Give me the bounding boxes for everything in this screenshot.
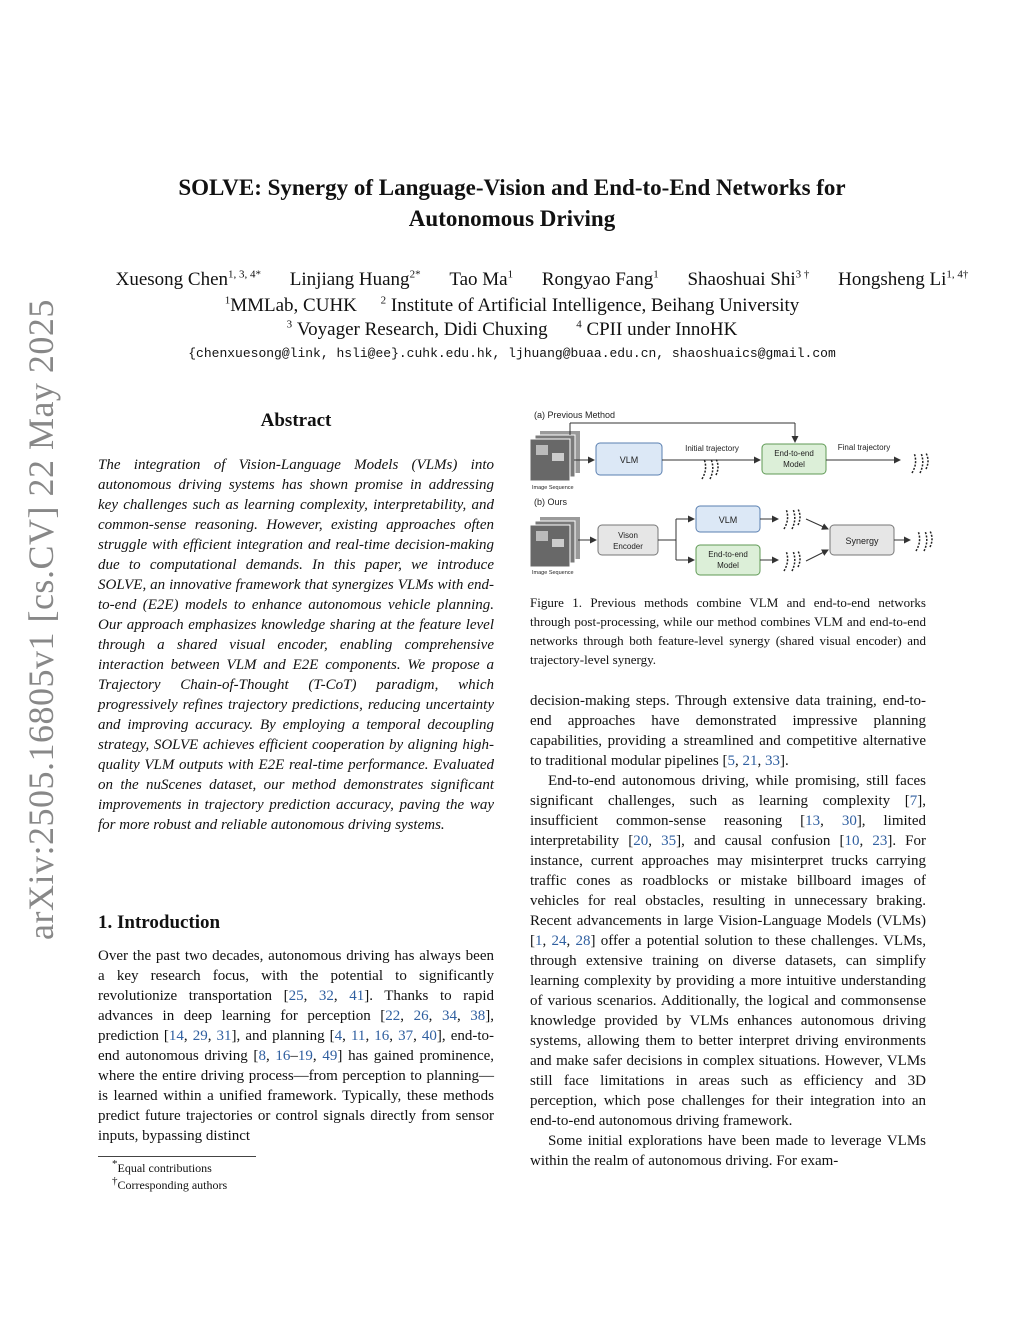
figure-label-b: (b) Ours — [534, 497, 568, 507]
e2e-label-line-1: End-to-end — [774, 449, 814, 458]
author: Linjiang Huang$^{2*}$ — [289, 268, 421, 290]
arxiv-identifier: arXiv:2505.16805v1 [cs.CV] 22 May 2025 — [21, 299, 61, 940]
citation-link[interactable]: 20 — [633, 833, 649, 849]
paragraph: decision-making steps. Through extensive data training, end-to-end approaches have demonstrated impressive planning capabilities, providing a streamlined and competitive alternative to traditional modular pipelines [5, 21, 33]. — [530, 693, 926, 769]
citation-link[interactable]: 25 — [288, 988, 304, 1004]
synergy-label: Synergy — [845, 536, 879, 546]
author: Shaoshuai Shi$^{3 \dagger}$ — [687, 268, 810, 290]
citation-link[interactable]: 38 — [470, 1008, 486, 1024]
author-emails: {chenxuesong@link, hsli@ee}.cuhk.edu.hk, ljhuang@buaa.edu.cn, shaoshuaics@gmail.com — [188, 346, 836, 361]
image-sequence-thumbnail-b — [530, 517, 580, 567]
intro-left-column — [98, 946, 494, 1146]
paragraph: End-to-end autonomous driving, while promising, still faces significant challenges, such as learning complexity [7], insufficient common-sense reasoning [13, 30], limited interpretability [20, 35], and causal confusion [10, 23]. For instance, current approaches may misinterpret trucks carrying traffic cones as roadblocks or mistake billboard images of vehicles for real obstacles, resulting in unnecessary braking. Recent advancements in large Vision-Language Models (VLMs) [1, 24, 28] offer a potential solution to these challenges. VLMs, through extensive training on diverse datasets, can simplify learning complexity by providing a more intuitive understanding of various scenarios. Additionally, the logical and commonsense knowledge provided by VLMs enhances autonomous driving systems, allowing them to better interpret driving environments and make safer decisions in complex situations. However, VLMs still face limitations in areas such as efficiency and 3D perception, which pose challenges for their integration into an end-to-end autonomous driving framework. — [530, 773, 927, 1129]
footnote: †Corresponding authors — [112, 1175, 228, 1192]
author: Tao Ma$^1$ — [449, 268, 514, 290]
citation-link[interactable]: 16 — [275, 1048, 291, 1064]
citation-link[interactable]: 7 — [909, 793, 918, 809]
vision-encoder-label-line-1: Vison — [618, 531, 638, 540]
image-sequence-label-a: Image Sequence — [532, 485, 574, 491]
image-sequence-label-b: Image Sequence — [532, 570, 574, 576]
image-sequence-thumbnail-a — [530, 431, 580, 481]
affiliations-line-2: $^3$ Voyager Research, Didi Chuxing $^4$ CPII under InnoHK — [286, 318, 738, 340]
section-heading-introduction: 1. Introduction — [98, 912, 221, 933]
citation-link[interactable]: 16 — [374, 1028, 390, 1044]
paragraph: Some initial explorations have been made to leverage VLMs within the realm of autonomous driving. For exam- — [530, 1133, 926, 1169]
vision-encoder-label-line-2: Encoder — [613, 542, 643, 551]
citation-link[interactable]: 5 — [727, 753, 735, 769]
author-list — [60, 268, 1024, 292]
footnote-divider — [98, 1156, 256, 1157]
trajectory-icon — [916, 531, 932, 551]
citation-link[interactable]: 31 — [216, 1028, 232, 1044]
citation-link[interactable]: 21 — [742, 753, 758, 769]
citation-link[interactable]: 22 — [385, 1008, 401, 1024]
citation-link[interactable]: 26 — [413, 1008, 429, 1024]
vlm-label-a: VLM — [619, 455, 639, 465]
figure-1-diagram — [530, 405, 940, 585]
initial-trajectory-label: Initial trajectory — [685, 444, 739, 453]
citation-link[interactable]: 1 — [535, 933, 543, 949]
citation-link[interactable]: 34 — [441, 1008, 457, 1024]
e2e-label-b-line-2: Model — [717, 561, 739, 570]
affiliations-line-1: $^1$MMLab, CUHK $^2$ Institute of Artificial Intelligence, Beihang University — [224, 294, 800, 316]
citation-link[interactable]: 10 — [844, 833, 860, 849]
trajectory-icon — [702, 459, 718, 479]
citation-link[interactable]: 49 — [322, 1048, 338, 1064]
e2e-label-line-2: Model — [783, 460, 805, 469]
author: Xuesong Chen$^{1, 3, 4*}$ — [115, 268, 262, 290]
figure-label-a: (a) Previous Method — [534, 410, 616, 420]
figure-1-caption: Figure 1. Previous methods combine VLM and end-to-end networks through post-processing, while our method combines VLM and end-to-end networks through both feature-level synergy (shared visual encoder) and trajectory-level synergy. — [530, 595, 926, 667]
vlm-label-b: VLM — [718, 515, 738, 525]
footnotes — [112, 1160, 492, 1194]
intro-right-column — [530, 691, 926, 1171]
footnote: *Equal contributions — [112, 1158, 212, 1175]
citation-link[interactable]: 19 — [297, 1048, 313, 1064]
title-line-1: SOLVE: Synergy of Language-Vision and End-to-End Networks for — [178, 175, 846, 200]
citation-link[interactable]: 41 — [349, 988, 365, 1004]
abstract-text: The integration of Vision-Language Models (VLMs) into autonomous driving systems has shown promise in addressing key challenges such as learning complexity, interpretability, and common-sense reasoning. However, existing approaches often struggle with efficient integration and real-time decision-making due to computational demands. In this paper, we introduce SOLVE, an innovative framework that synergizes VLMs with end-to-end (E2E) models to enhance autonomous vehicle planning. Our approach emphasizes knowledge sharing at the feature level through a shared visual encoder, enabling comprehensive interaction between VLM and E2E components. We propose a Trajectory Chain-of-Thought (T-CoT) paradigm, which progressively refines trajectory predictions, reducing uncertainty and improving accuracy. By employing a temporal decoupling strategy, SOLVE achieves efficient cooperation by aligning high-quality VLM outputs with E2E real-time performance. Evaluated on the nuScenes dataset, our method demonstrates significant improvements in trajectory prediction accuracy, paving the way for more robust and reliable autonomous driving systems. — [98, 457, 494, 833]
citation-link[interactable]: 40 — [421, 1028, 437, 1044]
citation-link[interactable]: 28 — [575, 933, 591, 949]
paper-title — [110, 172, 914, 234]
author: Rongyao Fang$^1$ — [541, 268, 659, 290]
citation-link[interactable]: 23 — [872, 833, 888, 849]
final-trajectory-label: Final trajectory — [837, 443, 891, 452]
trajectory-icon — [784, 509, 800, 529]
citation-link[interactable]: 35 — [661, 833, 677, 849]
author: Hongsheng $Li^{1, 4\dagger}$ — [838, 268, 969, 290]
e2e-label-b-line-1: End-to-end — [708, 550, 748, 559]
title-line-2: Autonomous Driving — [408, 206, 616, 231]
citation-link[interactable]: 29 — [192, 1028, 208, 1044]
citation-link[interactable]: 30 — [841, 813, 857, 829]
citation-link[interactable]: 33 — [764, 753, 780, 769]
citation-link[interactable]: 24 — [551, 933, 567, 949]
citation-link[interactable]: 8 — [258, 1048, 266, 1064]
citation-link[interactable]: 37 — [398, 1028, 414, 1044]
citation-link[interactable]: 13 — [805, 813, 821, 829]
abstract-heading: Abstract — [260, 410, 332, 431]
trajectory-icon — [912, 453, 928, 473]
trajectory-icon — [784, 551, 800, 571]
citation-link[interactable]: 32 — [318, 988, 334, 1004]
paragraph: Over the past two decades, autonomous driving has always been a key research focus, with the potential to significantly revolutionize transportation [25, 32, 41]. Thanks to rapid advances in deep learning for perception [22, 26, 34, 38], prediction [14, 29, 31], and planning [4, 11, 16, 37, 40], end-to-end autonomous driving [8, 16–19, 49] has gained prominence, where the entire driving process—from perception to planning—is learned within a unified framework. Typically, these methods predict future trajectories or control signals directly from sensor inputs, bypassing distinct — [98, 948, 495, 1144]
citation-link[interactable]: 14 — [168, 1028, 184, 1044]
citation-link[interactable]: 11 — [350, 1028, 366, 1044]
citation-link[interactable]: 4 — [334, 1028, 343, 1044]
